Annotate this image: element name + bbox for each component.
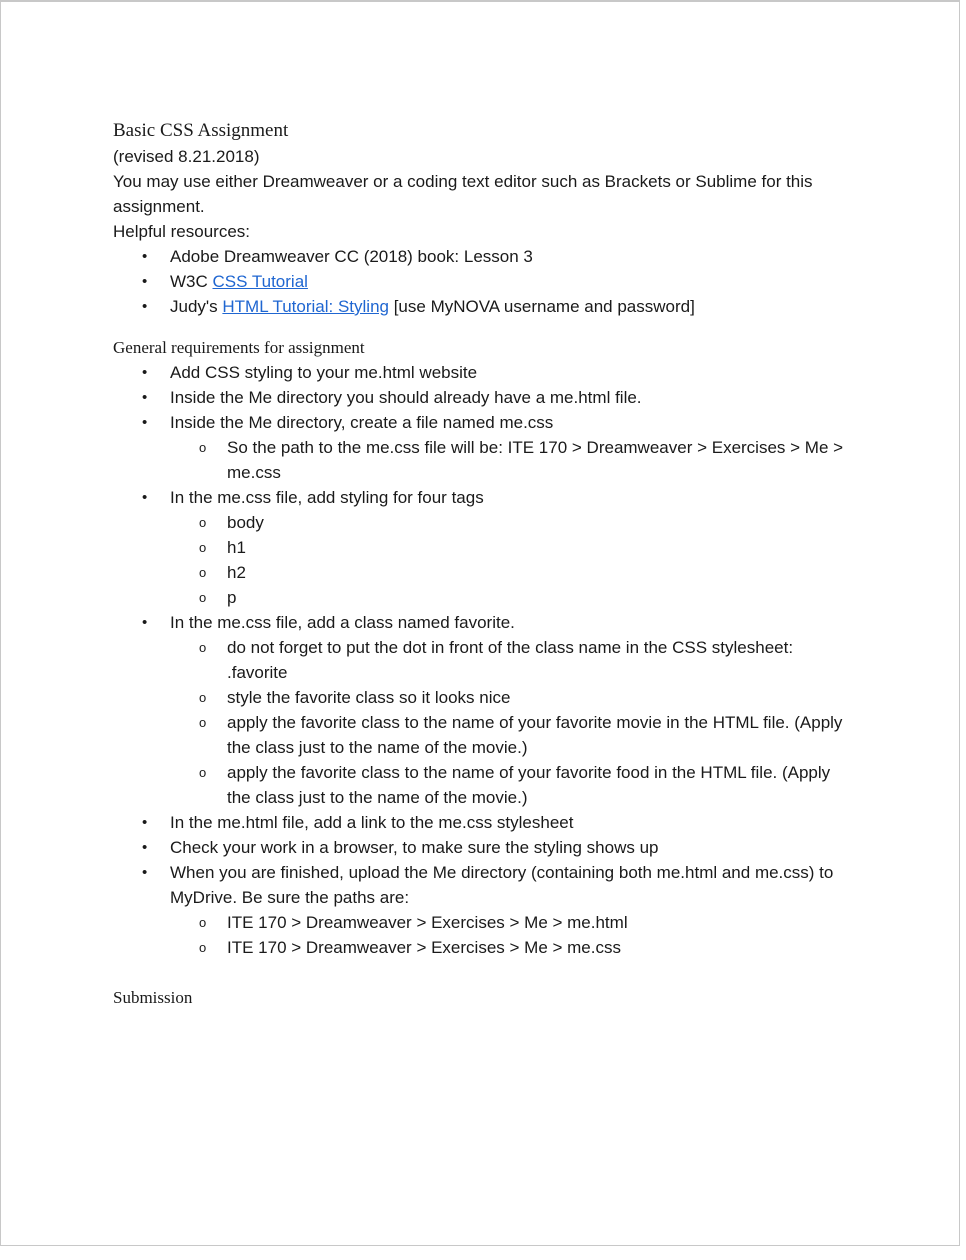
sub-requirement-text: h2 [227, 563, 246, 582]
circle-bullet-icon: o [199, 715, 207, 730]
bullet-icon: • [142, 814, 148, 831]
requirement-item [113, 485, 853, 610]
sub-requirement-item [170, 935, 853, 960]
requirement-item [113, 610, 853, 810]
requirement-text: When you are finished, upload the Me directory (containing both me.html and me.css) to MyDrive. Be sure the paths are: [170, 863, 834, 907]
sub-requirement-list [170, 635, 853, 810]
requirement-item [113, 835, 853, 860]
sub-requirement-text: ITE 170 > Dreamweaver > Exercises > Me > me.css [227, 938, 621, 957]
circle-bullet-icon: o [199, 915, 207, 930]
sub-requirement-text: p [227, 588, 237, 607]
sub-requirement-list [170, 510, 853, 610]
sub-requirement-item [170, 510, 853, 535]
revised-date: (revised 8.21.2018) [113, 147, 260, 166]
resource-item [113, 294, 853, 319]
requirement-item [113, 385, 853, 410]
bullet-icon: • [142, 364, 148, 381]
requirement-text: In the me.html file, add a link to the me.css stylesheet [170, 813, 574, 832]
sub-requirement-list [170, 435, 853, 485]
requirement-text: In the me.css file, add styling for four tags [170, 488, 484, 507]
circle-bullet-icon: o [199, 590, 207, 605]
resource-link[interactable]: CSS Tutorial [212, 272, 308, 291]
sub-requirement-item [170, 535, 853, 560]
requirement-text: In the me.css file, add a class named favorite. [170, 613, 515, 632]
requirement-item [113, 860, 853, 960]
resource-text: Adobe Dreamweaver CC (2018) book: Lesson 3 [170, 247, 533, 266]
bullet-icon: • [142, 414, 148, 431]
document-content [113, 118, 853, 1010]
resource-item [113, 269, 853, 294]
sub-requirement-item [170, 560, 853, 585]
resource-text: W3C [170, 272, 213, 291]
requirements-list [113, 360, 853, 960]
sub-requirement-item [170, 635, 853, 685]
sub-requirement-text: apply the favorite class to the name of your favorite food in the HTML file. (Apply the class just to the name of the movie.) [227, 763, 831, 807]
bullet-icon: • [142, 298, 148, 315]
bullet-icon: • [142, 273, 148, 290]
sub-requirement-text: So the path to the me.css file will be: ITE 170 > Dreamweaver > Exercises > Me > me.css [227, 438, 844, 482]
requirement-item [113, 360, 853, 385]
resources-list [113, 244, 853, 319]
bullet-icon: • [142, 614, 148, 631]
sub-requirement-item [170, 710, 853, 760]
document-title: Basic CSS Assignment [113, 120, 289, 141]
sub-requirement-text: style the favorite class so it looks nice [227, 688, 511, 707]
helpful-resources-heading: Helpful resources: [113, 222, 251, 241]
bullet-icon: • [142, 489, 148, 506]
sub-requirement-text: h1 [227, 538, 246, 557]
circle-bullet-icon: o [199, 765, 207, 780]
circle-bullet-icon: o [199, 565, 207, 580]
sub-requirement-text: ITE 170 > Dreamweaver > Exercises > Me > me.html [227, 913, 628, 932]
requirement-text: Check your work in a browser, to make sure the styling shows up [170, 838, 659, 857]
resource-item [113, 244, 853, 269]
requirements-heading: General requirements for assignment [113, 338, 365, 357]
bullet-icon: • [142, 248, 148, 265]
resource-note: [use MyNOVA username and password] [388, 297, 695, 316]
submission-heading: Submission [113, 988, 193, 1007]
sub-requirement-list [170, 910, 853, 960]
resource-text: Judy's [170, 297, 223, 316]
sub-requirement-text: apply the favorite class to the name of your favorite movie in the HTML file. (Apply the class just to the name of the movie.) [227, 713, 843, 757]
sub-requirement-item [170, 435, 853, 485]
circle-bullet-icon: o [199, 440, 207, 455]
sub-requirement-text: body [227, 513, 264, 532]
bullet-icon: • [142, 864, 148, 881]
sub-requirement-text: do not forget to put the dot in front of the class name in the CSS stylesheet: .favorite [227, 638, 794, 682]
sub-requirement-item [170, 685, 853, 710]
sub-requirement-item [170, 910, 853, 935]
requirement-text: Inside the Me directory you should already have a me.html file. [170, 388, 642, 407]
intro-paragraph: You may use either Dreamweaver or a coding text editor such as Brackets or Sublime for this assignment. [113, 172, 813, 216]
sub-requirement-item [170, 585, 853, 610]
resource-link[interactable]: HTML Tutorial: Styling [222, 297, 389, 316]
circle-bullet-icon: o [199, 540, 207, 555]
circle-bullet-icon: o [199, 515, 207, 530]
requirement-text: Add CSS styling to your me.html website [170, 363, 478, 382]
circle-bullet-icon: o [199, 640, 207, 655]
requirement-text: Inside the Me directory, create a file named me.css [170, 413, 554, 432]
requirement-item [113, 410, 853, 485]
requirement-item [113, 810, 853, 835]
circle-bullet-icon: o [199, 940, 207, 955]
circle-bullet-icon: o [199, 690, 207, 705]
bullet-icon: • [142, 839, 148, 856]
sub-requirement-item [170, 760, 853, 810]
bullet-icon: • [142, 389, 148, 406]
